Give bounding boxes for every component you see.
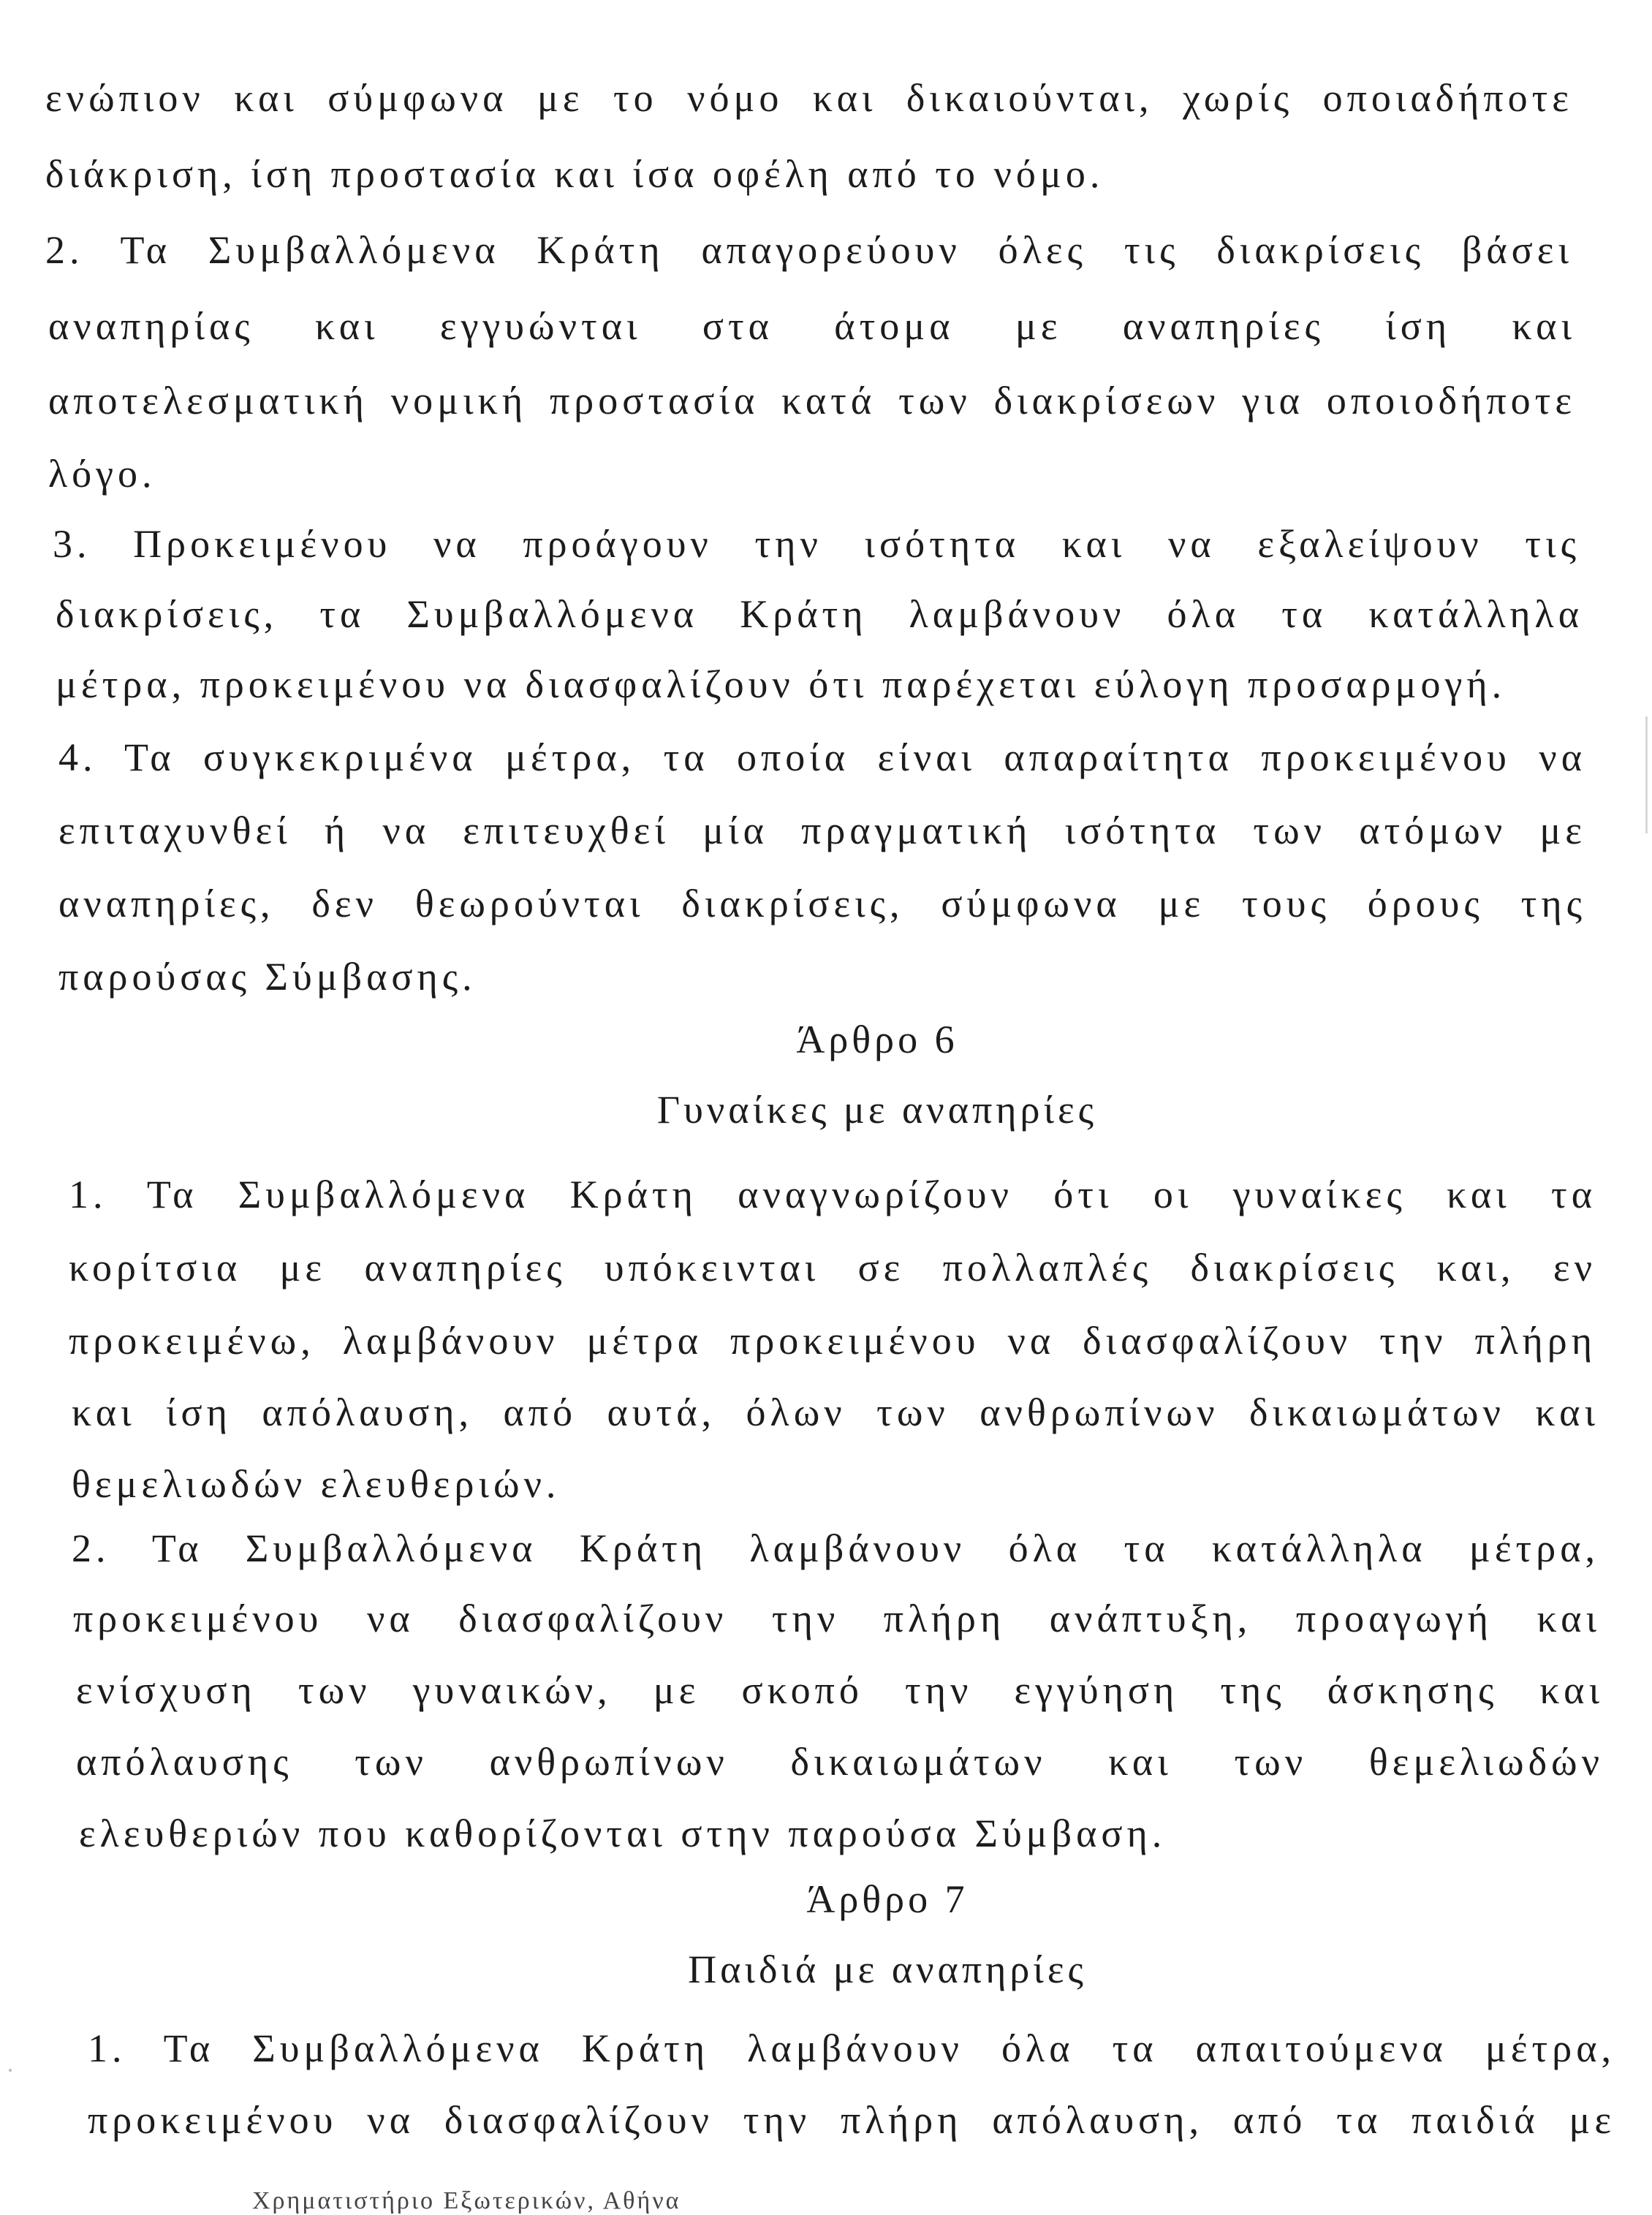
text-line: 1. Τα Συμβαλλόμενα Κράτη αναγνωρίζουν ότι οι γυναίκες και τα bbox=[69, 1173, 1596, 1216]
article-heading: Άρθρο 6 bbox=[796, 1018, 958, 1061]
text-line: αποτελεσματική νομική προστασία κατά των διακρίσεων για οποιοδήποτε bbox=[48, 379, 1576, 423]
text-line: διάκριση, ίση προστασία και ίσα οφέλη από το νόμο. bbox=[45, 152, 1105, 196]
text-line: προκειμένου να διασφαλίζουν την πλήρη απόλαυση, από τα παιδιά με bbox=[88, 2098, 1615, 2142]
text-line: λόγο. bbox=[48, 452, 156, 496]
page-footer: Χρηματιστήριο Εξωτερικών, Αθήνα bbox=[252, 2187, 681, 2214]
article-title: Παιδιά με αναπηρίες bbox=[688, 1947, 1087, 1991]
text-line: προκειμένου να διασφαλίζουν την πλήρη ανάπτυξη, προαγωγή και bbox=[73, 1597, 1601, 1640]
text-line: αναπηρίας και εγγυώνται στα άτομα με αναπηρίες ίση και bbox=[48, 304, 1576, 348]
text-line: ελευθεριών που καθορίζονται στην παρούσα Σύμβαση. bbox=[79, 1811, 1167, 1855]
scan-edge-mark bbox=[1645, 716, 1648, 833]
text-line: 4. Τα συγκεκριμένα μέτρα, τα οποία είναι απαραίτητα προκειμένου να bbox=[58, 735, 1586, 779]
text-line: προκειμένω, λαμβάνουν μέτρα προκειμένου να διασφαλίζουν την πλήρη bbox=[69, 1319, 1596, 1363]
text-line: 1. Τα Συμβαλλόμενα Κράτη λαμβάνουν όλα τα απαιτούμενα μέτρα, bbox=[88, 2026, 1615, 2070]
text-line: 3. Προκειμένου να προάγουν την ισότητα και να εξαλείψουν τις bbox=[53, 522, 1580, 566]
text-line: απόλαυσης των ανθρωπίνων δικαιωμάτων και των θεμελιωδών bbox=[76, 1740, 1604, 1784]
text-line: μέτρα, προκειμένου να διασφαλίζουν ότι παρέχεται εύλογη προσαρμογή. bbox=[56, 662, 1507, 706]
text-line: θεμελιωδών ελευθεριών. bbox=[72, 1462, 561, 1506]
article-heading: Άρθρο 7 bbox=[806, 1877, 969, 1921]
text-line: αναπηρίες, δεν θεωρούνται διακρίσεις, σύμφωνα με τους όρους της bbox=[58, 882, 1586, 925]
text-line: κορίτσια με αναπηρίες υπόκεινται σε πολλαπλές διακρίσεις και, εν bbox=[69, 1246, 1596, 1290]
text-line: και ίση απόλαυση, από αυτά, όλων των ανθρωπίνων δικαιωμάτων και bbox=[72, 1390, 1599, 1434]
text-line: ενίσχυση των γυναικών, με σκοπό την εγγύηση της άσκησης και bbox=[76, 1668, 1604, 1712]
text-line: ενώπιον και σύμφωνα με το νόμο και δικαιούνται, χωρίς οποιαδήποτε bbox=[45, 76, 1573, 120]
text-line: παρούσας Σύμβασης. bbox=[58, 955, 477, 999]
text-line: επιταχυνθεί ή να επιτευχθεί μία πραγματική ισότητα των ατόμων με bbox=[58, 809, 1586, 852]
text-line: 2. Τα Συμβαλλόμενα Κράτη λαμβάνουν όλα τα κατάλληλα μέτρα, bbox=[72, 1526, 1599, 1570]
text-line: 2. Τα Συμβαλλόμενα Κράτη απαγορεύουν όλες τις διακρίσεις βάσει bbox=[45, 228, 1573, 272]
text-line: διακρίσεις, τα Συμβαλλόμενα Κράτη λαμβάνουν όλα τα κατάλληλα bbox=[56, 592, 1583, 636]
article-title: Γυναίκες με αναπηρίες bbox=[656, 1088, 1098, 1132]
scan-speck bbox=[9, 2069, 12, 2072]
